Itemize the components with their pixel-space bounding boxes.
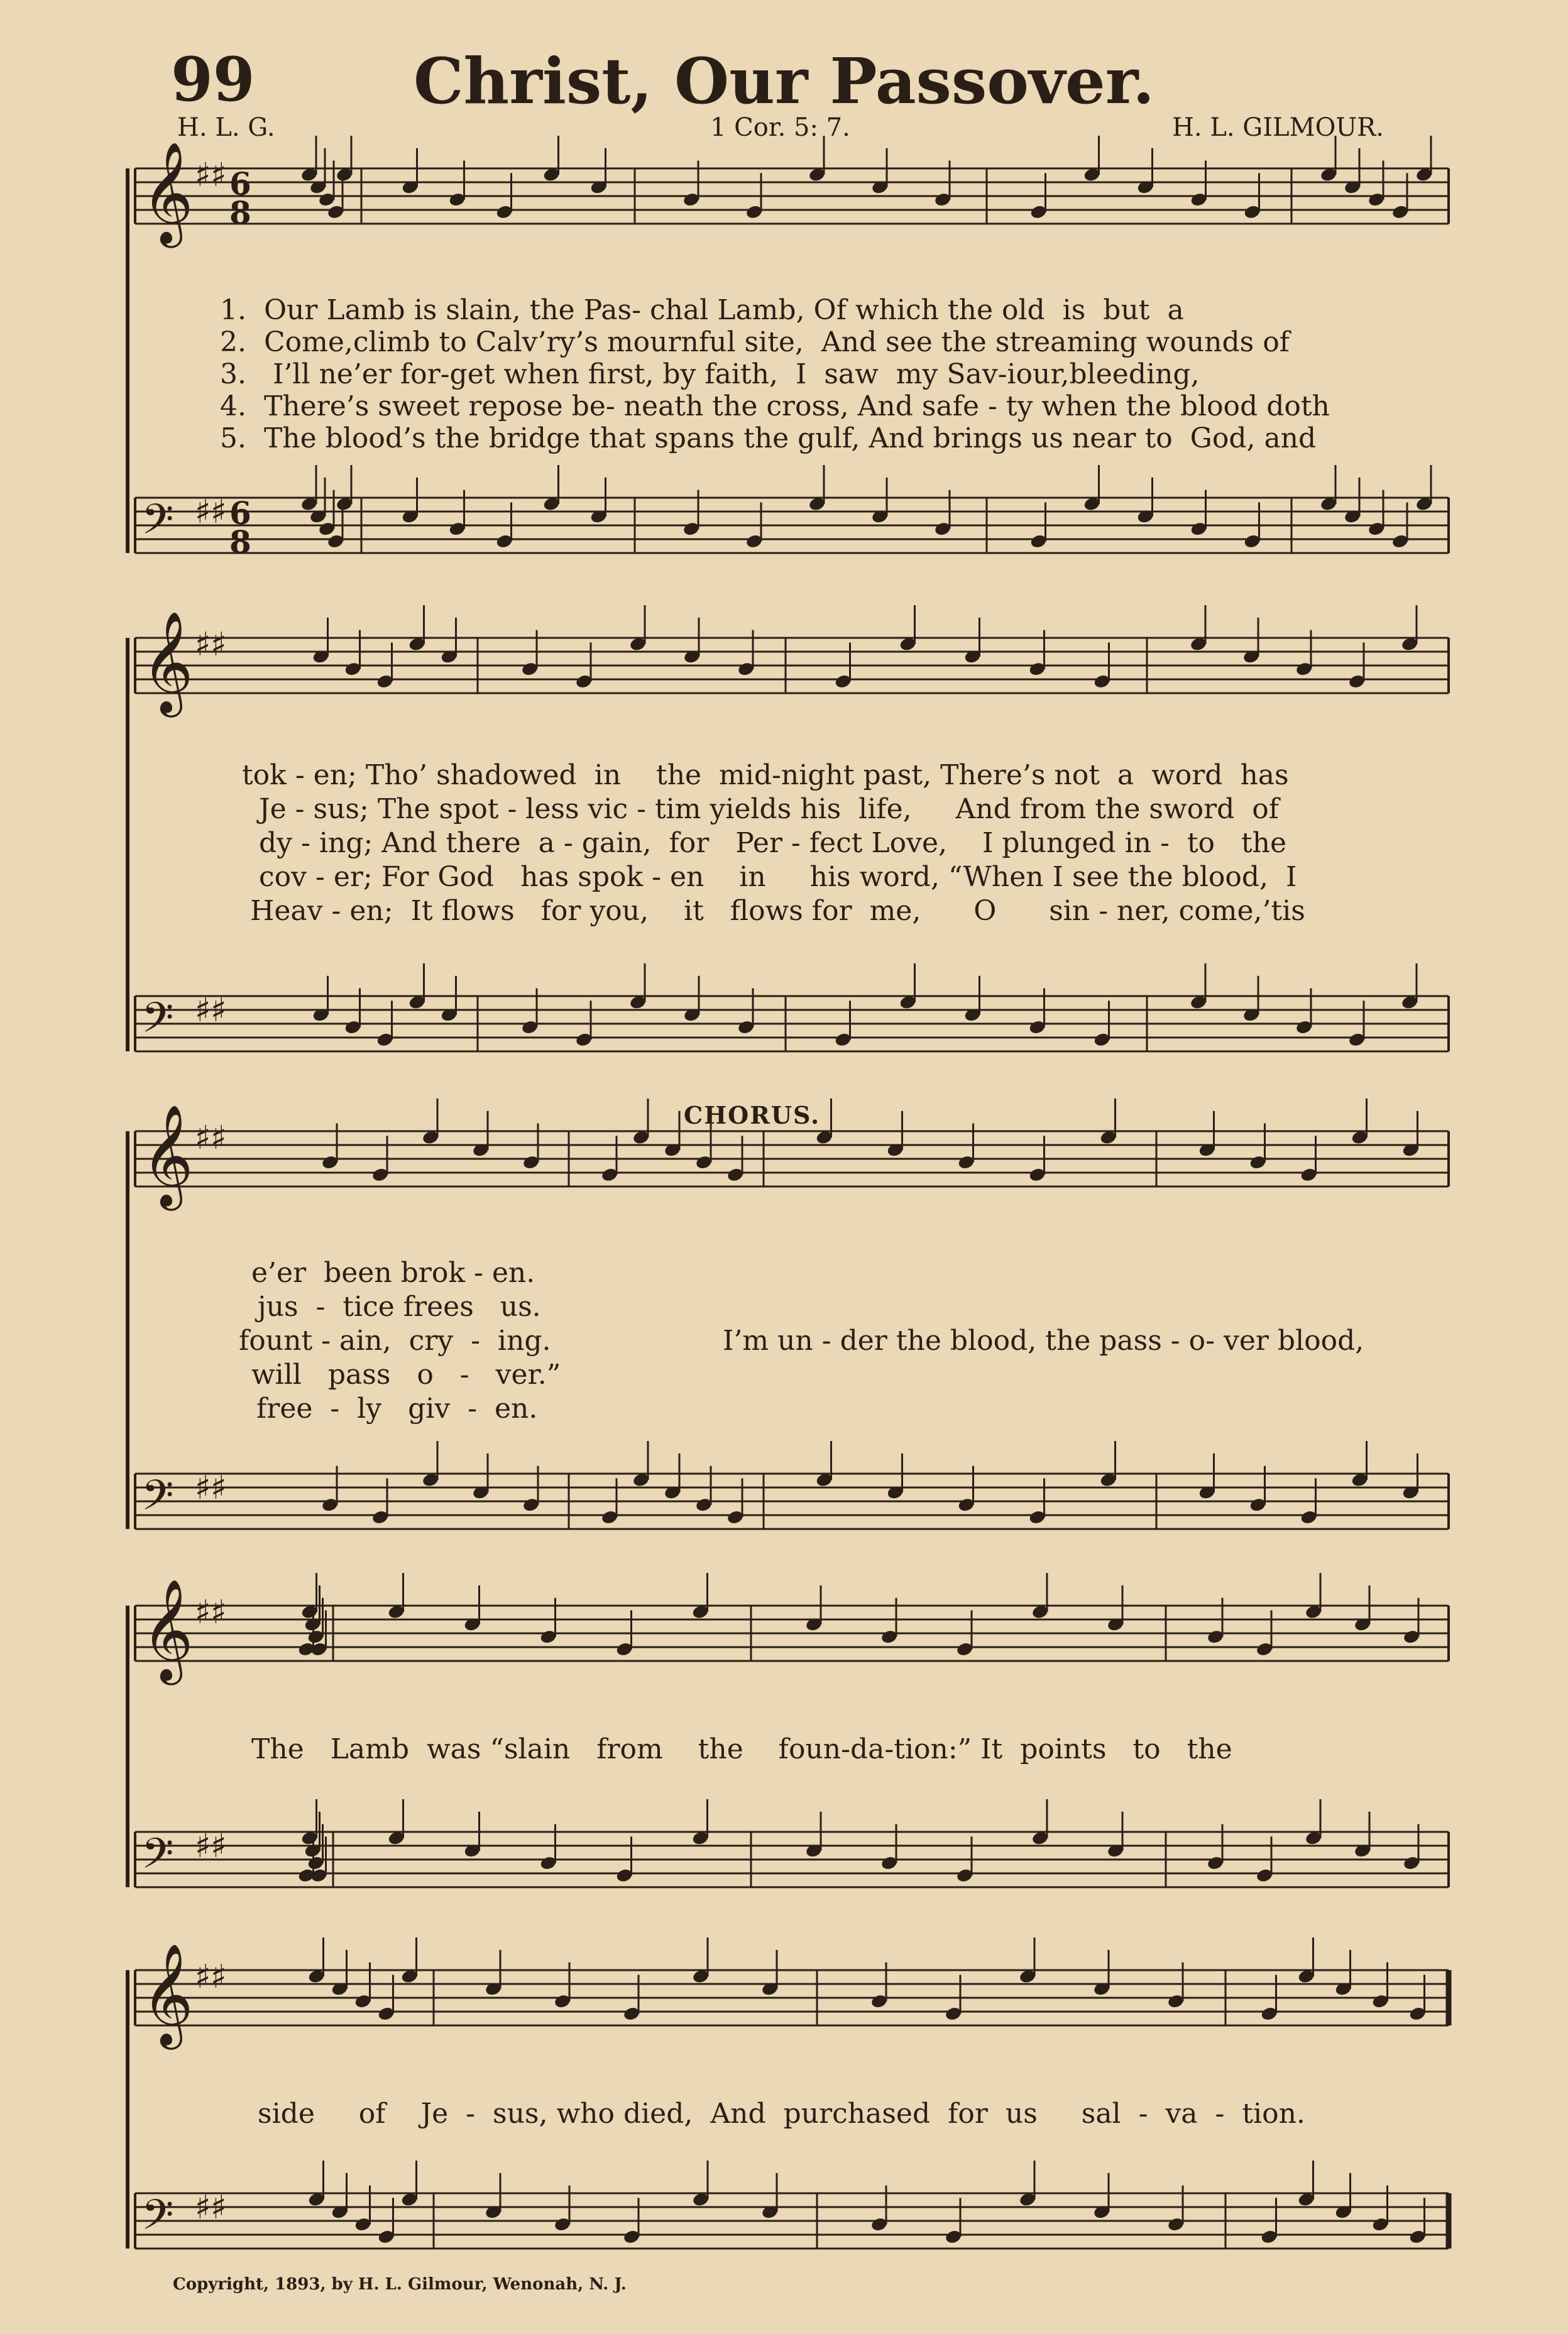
treble-clef-3: 𝄞: [141, 1104, 194, 1207]
bass-clef-3: 𝄢: [141, 1471, 174, 1530]
words-credit: H. L. G.: [177, 113, 275, 142]
verse-5-line-c: free - ly giv - en.: [256, 1393, 538, 1425]
verse-3-line-c: fount - ain, cry - ing.: [239, 1325, 551, 1357]
treble-clef-2: 𝄞: [141, 611, 194, 713]
copyright-notice: Copyright, 1893, by H. L. Gilmour, Wenonah, N. J.: [173, 2275, 627, 2294]
verse-5-line-a: 5. The blood’s the bridge that spans the gulf, And brings us near to God, and: [220, 422, 1317, 454]
verse-1-line-c: e’er been brok - en.: [251, 1257, 535, 1289]
verse-4-line-a: 4. There’s sweet repose be- neath the cross, And safe - ty when the blood doth: [220, 390, 1330, 422]
key-signature-2-1: ♯♯: [195, 992, 227, 1029]
verse-1-line-a: 1. Our Lamb is slain, the Pas- chal Lamb, Of which the old is but a: [220, 294, 1184, 326]
key-signature-2-0: ♯♯: [195, 626, 227, 664]
bass-clef-4: 𝄢: [141, 1829, 174, 1888]
scripture-reference: 1 Cor. 5: 7.: [710, 113, 850, 142]
time-sig-lower-0: 8: [229, 194, 251, 231]
verse-2-line-a: 2. Come,climb to Calv’ry’s mournful site, And see the streaming wounds of: [220, 326, 1290, 358]
key-signature-3-0: ♯♯: [195, 1119, 227, 1157]
verse-2-line-b: Je - sus; The spot - less vic - tim yields his life, And from the sword of: [259, 793, 1280, 825]
chorus-lyric-3: side of Je - sus, who died, And purchased for us sal - va - tion.: [258, 2098, 1305, 2130]
music-credit: H. L. GILMOUR.: [1172, 113, 1384, 142]
chorus-lyric-1: I’m un - der the blood, the pass - o- ver blood,: [723, 1325, 1364, 1357]
key-signature-3-1: ♯♯: [195, 1469, 227, 1507]
verse-4-line-b: cov - er; For God has spok - en in his word, “When I see the blood, I: [259, 861, 1297, 893]
hymn-title: Christ, Our Passover.: [413, 44, 1155, 118]
key-signature-4-0: ♯♯: [195, 1594, 227, 1631]
verse-3-line-b: dy - ing; And there a - gain, for Per - fect Love, I plunged in - to the: [259, 827, 1287, 859]
treble-clef-1: 𝄞: [141, 141, 194, 244]
verse-2-line-c: jus - tice frees us.: [258, 1291, 541, 1323]
verse-3-line-a: 3. I’ll ne’er for-get when first, by faith, I saw my Sav-iour,bleeding,: [220, 358, 1200, 390]
key-signature-4-1: ♯♯: [195, 1827, 227, 1865]
key-signature-1-1: ♯♯: [195, 493, 227, 531]
verse-1-line-b: tok - en; Tho’ shadowed in the mid-night past, There’s not a word has: [242, 759, 1289, 791]
treble-clef-4: 𝄞: [141, 1579, 194, 1681]
treble-clef-5: 𝄞: [141, 1943, 194, 2046]
hymn-number: 99: [171, 44, 255, 115]
verse-4-line-c: will pass o - ver.”: [251, 1359, 561, 1391]
bass-clef-5: 𝄢: [141, 2191, 174, 2249]
time-sig-upper-1: 6: [229, 495, 251, 532]
time-sig-lower-1: 8: [229, 523, 251, 561]
key-signature-1-0: ♯♯: [195, 156, 227, 194]
bass-clef-2: 𝄢: [141, 994, 174, 1052]
key-signature-5-0: ♯♯: [195, 1958, 227, 1996]
time-sig-upper-0: 6: [229, 165, 251, 202]
chorus-lyric-2: The Lamb was “slain from the foun-da-tion:” It points to the: [251, 1733, 1232, 1765]
chorus-label: CHORUS.: [684, 1101, 821, 1129]
bass-clef-1: 𝄢: [141, 495, 174, 554]
verse-5-line-b: Heav - en; It flows for you, it flows for me, O sin - ner, come,’tis: [250, 895, 1305, 927]
key-signature-5-1: ♯♯: [195, 2189, 227, 2227]
